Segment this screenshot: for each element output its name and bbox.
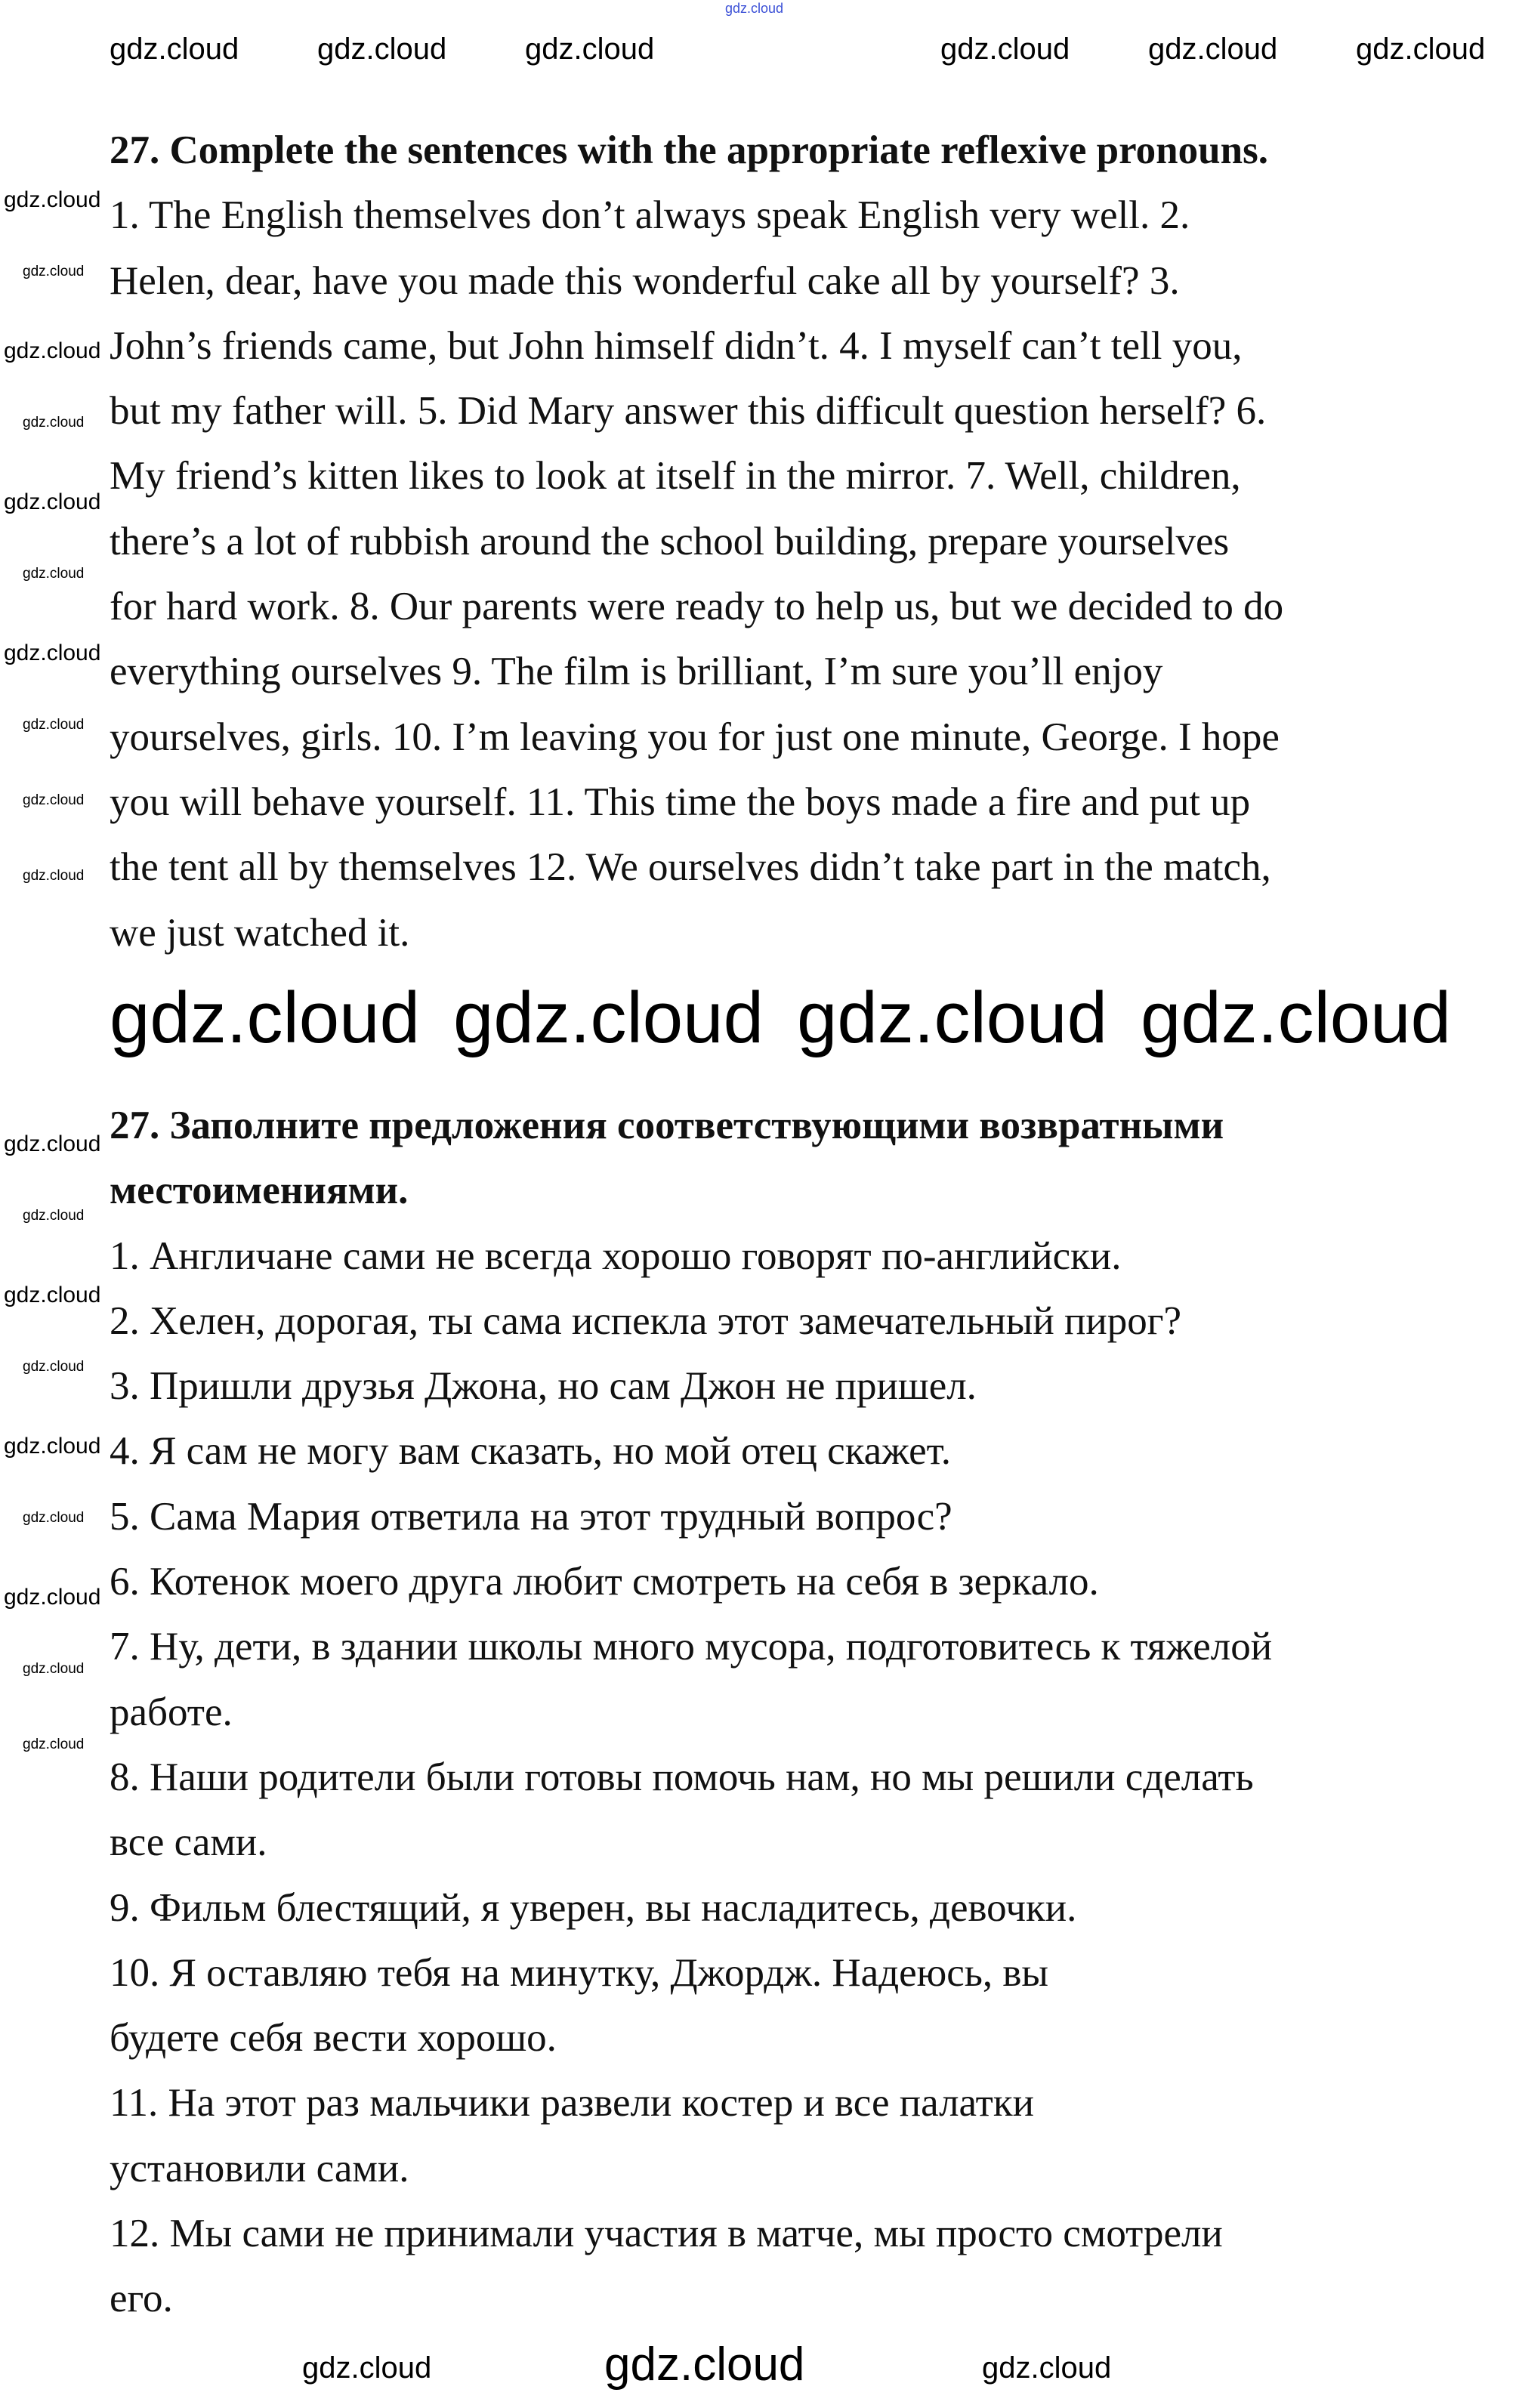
russian-line: 8. Наши родители были готовы помочь нам, но мы решили сделать: [110, 1755, 1254, 1799]
watermark: gdz.cloud: [110, 32, 239, 66]
russian-line: 9. Фильм блестящий, я уверен, вы насладитесь, девочки.: [110, 1885, 1077, 1930]
watermark: gdz.cloud: [23, 415, 85, 431]
watermark: gdz.cloud: [797, 977, 1107, 1058]
watermark: gdz.cloud: [23, 717, 85, 733]
watermark: gdz.cloud: [23, 1510, 85, 1526]
watermark: gdz.cloud: [4, 1585, 101, 1610]
russian-line: его.: [110, 2277, 173, 2321]
english-line: 1. The English themselves don’t always speak English very well. 2.: [110, 193, 1190, 238]
watermark: gdz.cloud: [4, 489, 101, 514]
russian-line: 7. Ну, дети, в здании школы много мусора, подготовитесь к тяжелой: [110, 1625, 1273, 1669]
watermark: gdz.cloud: [23, 1359, 85, 1375]
watermark: gdz.cloud: [23, 792, 85, 808]
english-line: you will behave yourself. 11. This time the boys made a fire and put up: [110, 780, 1251, 824]
russian-line: будете себя вести хорошо.: [110, 2016, 557, 2061]
english-line: the tent all by themselves 12. We ourselves didn’t take part in the match,: [110, 845, 1271, 890]
english-line: My friend’s kitten likes to look at itself in the mirror. 7. Well, children,: [110, 454, 1241, 499]
watermark: gdz.cloud: [23, 1661, 85, 1677]
watermark: gdz.cloud: [23, 1208, 85, 1224]
russian-line: работе.: [110, 1690, 233, 1734]
watermark: gdz.cloud: [453, 977, 764, 1058]
russian-line: 10. Я оставляю тебя на минутку, Джордж. Надеюсь, вы: [110, 1950, 1049, 1995]
english-line: there’s a lot of rubbish around the school building, prepare yourselves: [110, 519, 1230, 563]
russian-line: 5. Сама Мария ответила на этот трудный вопрос?: [110, 1494, 952, 1539]
watermark: gdz.cloud: [4, 1283, 101, 1307]
watermark: gdz.cloud: [1148, 32, 1278, 66]
watermark: gdz.cloud: [302, 2351, 432, 2385]
russian-line: 6. Котенок моего друга любит смотреть на себя в зеркало.: [110, 1560, 1099, 1604]
watermark: gdz.cloud: [4, 187, 101, 212]
russian-line: 11. На этот раз мальчики развели костер и все палатки: [110, 2081, 1034, 2126]
watermark: gdz.cloud: [940, 32, 1070, 66]
watermark: gdz.cloud: [725, 1, 784, 16]
english-line: yourselves, girls. 10. I’m leaving you for just one minute, George. I hope: [110, 715, 1280, 759]
russian-line: 3. Пришли друзья Джона, но сам Джон не пришел.: [110, 1364, 977, 1409]
english-line: everything ourselves 9. The film is brilliant, I’m sure you’ll enjoy: [110, 650, 1163, 694]
watermark: gdz.cloud: [317, 32, 447, 66]
english-line: we just watched it.: [110, 910, 410, 955]
russian-exercise: [110, 1093, 1272, 2332]
english-line: for hard work. 8. Our parents were ready to help us, but we decided to do: [110, 585, 1284, 629]
russian-heading: 27. Заполните предложения соответствующими возвратными: [110, 1104, 1224, 1147]
watermark: gdz.cloud: [4, 1131, 101, 1156]
english-line: but my father will. 5. Did Mary answer this difficult question herself? 6.: [110, 389, 1267, 434]
watermark: gdz.cloud: [525, 32, 655, 66]
russian-line: 2. Хелен, дорогая, ты сама испекла этот замечательный пирог?: [110, 1298, 1181, 1343]
watermark: gdz.cloud: [1356, 32, 1486, 66]
watermark: gdz.cloud: [23, 264, 85, 279]
watermark: gdz.cloud: [4, 1434, 101, 1459]
russian-line: 4. Я сам не могу вам сказать, но мой отец скажет.: [110, 1429, 952, 1474]
russian-line: 12. Мы сами не принимали участия в матче, мы просто смотрели: [110, 2212, 1223, 2256]
watermark: gdz.cloud: [23, 868, 85, 884]
english-line: Helen, dear, have you made this wonderful cake all by yourself? 3.: [110, 258, 1180, 303]
english-exercise: [110, 118, 1283, 965]
russian-line: все сами.: [110, 1820, 267, 1865]
russian-heading: местоимениями.: [110, 1168, 409, 1213]
watermark: gdz.cloud: [4, 641, 101, 665]
russian-line: 1. Англичане сами не всегда хорошо говорят по-английски.: [110, 1233, 1122, 1278]
watermark: gdz.cloud: [23, 566, 85, 582]
russian-line: установили сами.: [110, 2146, 409, 2190]
english-line: John’s friends came, but John himself didn’t. 4. I myself can’t tell you,: [110, 323, 1243, 368]
watermark: gdz.cloud: [604, 2339, 805, 2391]
watermark: gdz.cloud: [1141, 977, 1451, 1058]
watermark: gdz.cloud: [982, 2351, 1112, 2385]
watermark: gdz.cloud: [4, 338, 101, 363]
watermark: gdz.cloud: [23, 1737, 85, 1752]
watermark: gdz.cloud: [110, 977, 420, 1058]
english-heading: 27. Complete the sentences with the appropriate reflexive pronouns.: [110, 128, 1268, 172]
